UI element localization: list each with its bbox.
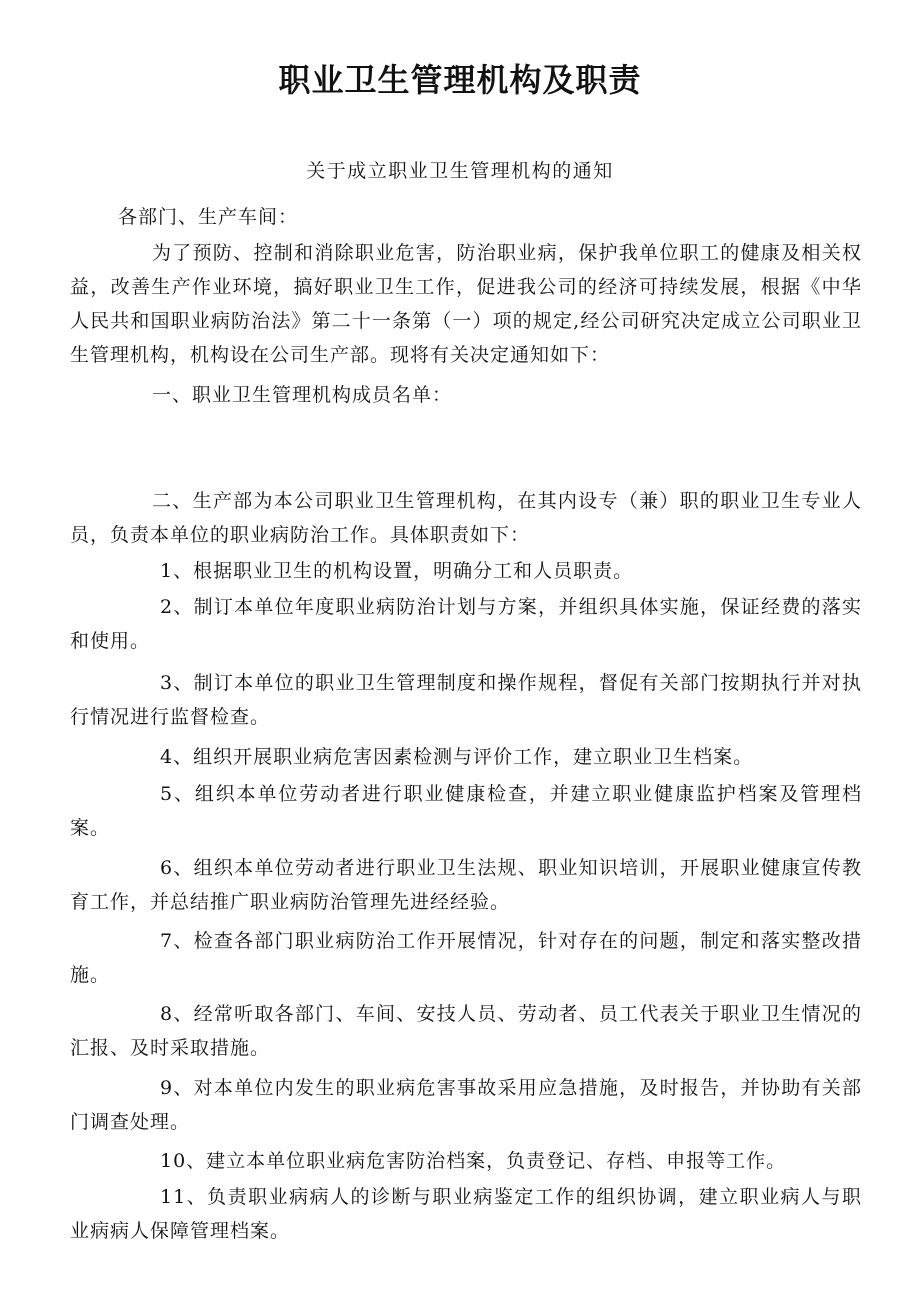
duty-item-10: 10、建立本单位职业病危害防治档案，负责登记、存档、申报等工作。 — [160, 1150, 787, 1172]
duty-item-5: 5、组织本单位劳动者进行职业健康检查，并建立职业健康监护档案及管理档案。 — [70, 783, 862, 839]
section-two-paragraph: 二、生产部为本公司职业卫生管理机构，在其内设专（兼）职的职业卫生专业人员，负责本单位的职业病防治工作。具体职责如下： — [70, 490, 862, 546]
document-title: 职业卫生管理机构及职责 — [278, 61, 642, 99]
duty-item-8: 8、经常听取各部门、车间、安技人员、劳动者、员工代表关于职业卫生情况的汇报、及时采取措施。 — [70, 1003, 862, 1059]
duty-item-2: 2、制订本单位年度职业病防治计划与方案，并组织具体实施，保证经费的落实和使用。 — [70, 596, 862, 652]
duty-item-6: 6、组织本单位劳动者进行职业卫生法规、职业知识培训，开展职业健康宣传教育工作，并总结推广职业病防治管理先进经经验。 — [70, 857, 862, 913]
duty-item-1: 1、根据职业卫生的机构设置，明确分工和人员职责。 — [160, 560, 634, 582]
duty-item-9: 9、对本单位内发生的职业病危害事故采用应急措施，及时报告，并协助有关部门调查处理。 — [70, 1077, 862, 1133]
duty-item-4: 4、组织开展职业病危害因素检测与评价工作，建立职业卫生档案。 — [160, 746, 754, 768]
intro-paragraph: 为了预防、控制和消除职业危害，防治职业病，保护我单位职工的健康及相关权益，改善生产作业环境，搞好职业卫生工作，促进我公司的经济可持续发展，根据《中华人民共和国职业病防治法》第二十一条第（一）项的规定,经公司研究决定成立公司职业卫生管理机构，机构设在公司生产部。现将有关决定通知如下： — [70, 242, 862, 366]
duty-item-7: 7、检查各部门职业病防治工作开展情况，针对存在的问题，制定和落实整改措施。 — [70, 930, 862, 986]
duty-item-3: 3、制订本单位的职业卫生管理制度和操作规程，督促有关部门按期执行并对执行情况进行监督检查。 — [70, 672, 862, 728]
section-one-heading: 一、职业卫生管理机构成员名单： — [152, 384, 453, 406]
notice-title: 关于成立职业卫生管理机构的通知 — [306, 160, 614, 182]
salutation: 各部门、生产车间： — [118, 206, 299, 228]
duty-item-11: 11、负责职业病病人的诊断与职业病鉴定工作的组织协调，建立职业病人与职业病病人保障管理档案。 — [70, 1186, 862, 1242]
